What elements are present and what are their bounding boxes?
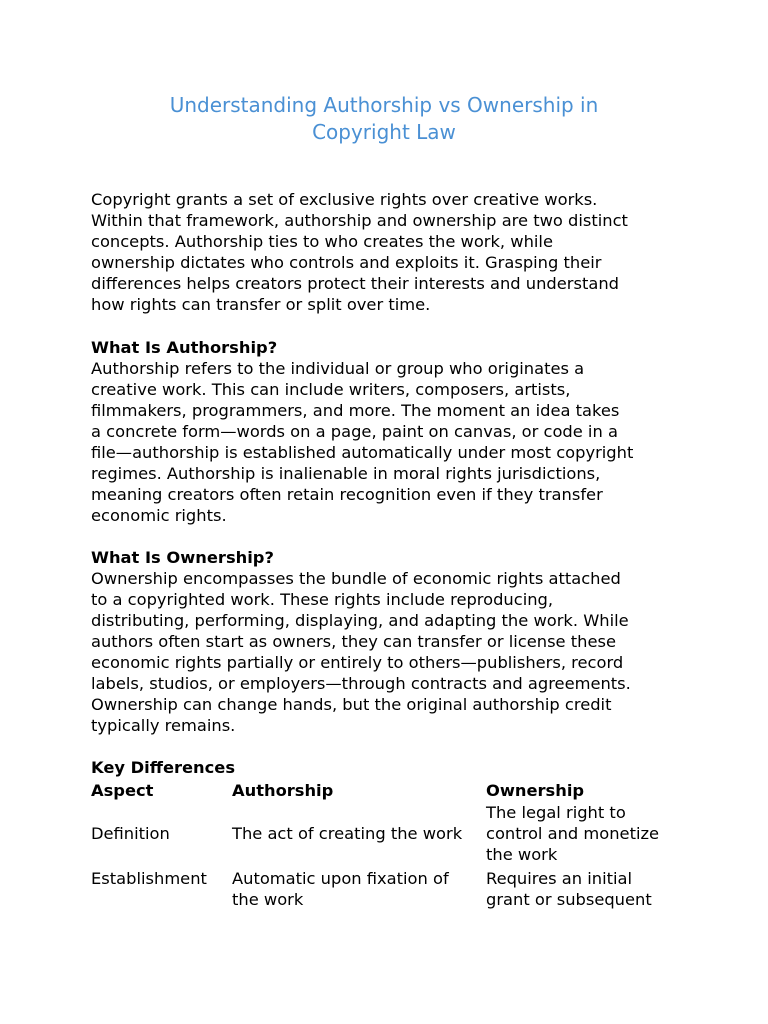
intro-line: Copyright grants a set of exclusive rights over creative works. (91, 190, 598, 209)
ownership-line: economic rights partially or entirely to others—publishers, record (91, 653, 624, 672)
table-cell-authorship (232, 801, 486, 866)
column-header-ownership: Ownership (486, 780, 585, 800)
title-line: Understanding Authorship vs Ownership in (169, 93, 599, 117)
table-row (91, 801, 686, 866)
authorship-line: regimes. Authorship is inalienable in moral rights jurisdictions, (91, 464, 601, 483)
authorship-line: filmmakers, programmers, and more. The moment an idea takes (91, 401, 620, 420)
table-cell-ownership (486, 801, 686, 866)
ownership-section (91, 547, 691, 736)
cell-line: Requires an initial (486, 869, 633, 888)
table-row (91, 866, 686, 910)
ownership-line: authors often start as owners, they can transfer or license these (91, 632, 616, 651)
cell-line: control and monetize (486, 824, 660, 843)
ownership-line: distributing, performing, displaying, and adapting the work. While (91, 611, 629, 630)
cell-line: Automatic upon fixation of (232, 869, 449, 888)
ownership-line: Ownership can change hands, but the original authorship credit (91, 695, 612, 714)
authorship-heading: What Is Authorship? (91, 338, 278, 357)
authorship-line: meaning creators often retain recognition even if they transfer (91, 485, 603, 504)
intro-line: ownership dictates who controls and exploits it. Grasping their (91, 253, 602, 272)
authorship-line: economic rights. (91, 506, 227, 525)
authorship-line: creative work. This can include writers, composers, artists, (91, 380, 571, 399)
ownership-line: labels, studios, or employers—through contracts and agreements. (91, 674, 631, 693)
authorship-line: a concrete form—words on a page, paint on canvas, or code in a (91, 422, 618, 441)
intro-line: how rights can transfer or split over time. (91, 295, 431, 314)
ownership-line: typically remains. (91, 716, 236, 735)
authorship-section (91, 337, 691, 526)
ownership-line: Ownership encompasses the bundle of economic rights attached (91, 569, 621, 588)
title-line: Copyright Law (312, 120, 456, 144)
differences-table (91, 779, 686, 910)
cell-line: the work (232, 890, 304, 909)
intro-paragraph (91, 189, 691, 315)
intro-line: Within that framework, authorship and ownership are two distinct (91, 211, 628, 230)
ownership-paragraph (91, 568, 691, 736)
column-header-authorship: Authorship (232, 780, 334, 800)
table-header-row (91, 779, 686, 801)
authorship-line: file—authorship is established automatically under most copyright (91, 443, 634, 462)
intro-line: concepts. Authorship ties to who creates the work, while (91, 232, 553, 251)
differences-section (91, 757, 691, 910)
cell-line: grant or subsequent (486, 890, 652, 909)
cell-line: The act of creating the work (232, 824, 463, 843)
ownership-line: to a copyrighted work. These rights include reproducing, (91, 590, 554, 609)
ownership-heading: What Is Ownership? (91, 548, 274, 567)
authorship-line: Authorship refers to the individual or group who originates a (91, 359, 585, 378)
page-title (0, 92, 768, 146)
cell-line: The legal right to (486, 803, 626, 822)
table-cell-authorship (232, 866, 486, 910)
table-cell-aspect: Establishment (91, 869, 207, 888)
table-cell-aspect: Definition (91, 824, 170, 843)
intro-line: differences helps creators protect their interests and understand (91, 274, 619, 293)
cell-line: the work (486, 845, 558, 864)
differences-heading: Key Differences (91, 758, 236, 777)
column-header-aspect: Aspect (91, 780, 154, 800)
authorship-paragraph (91, 358, 691, 526)
table-cell-ownership (486, 866, 686, 910)
